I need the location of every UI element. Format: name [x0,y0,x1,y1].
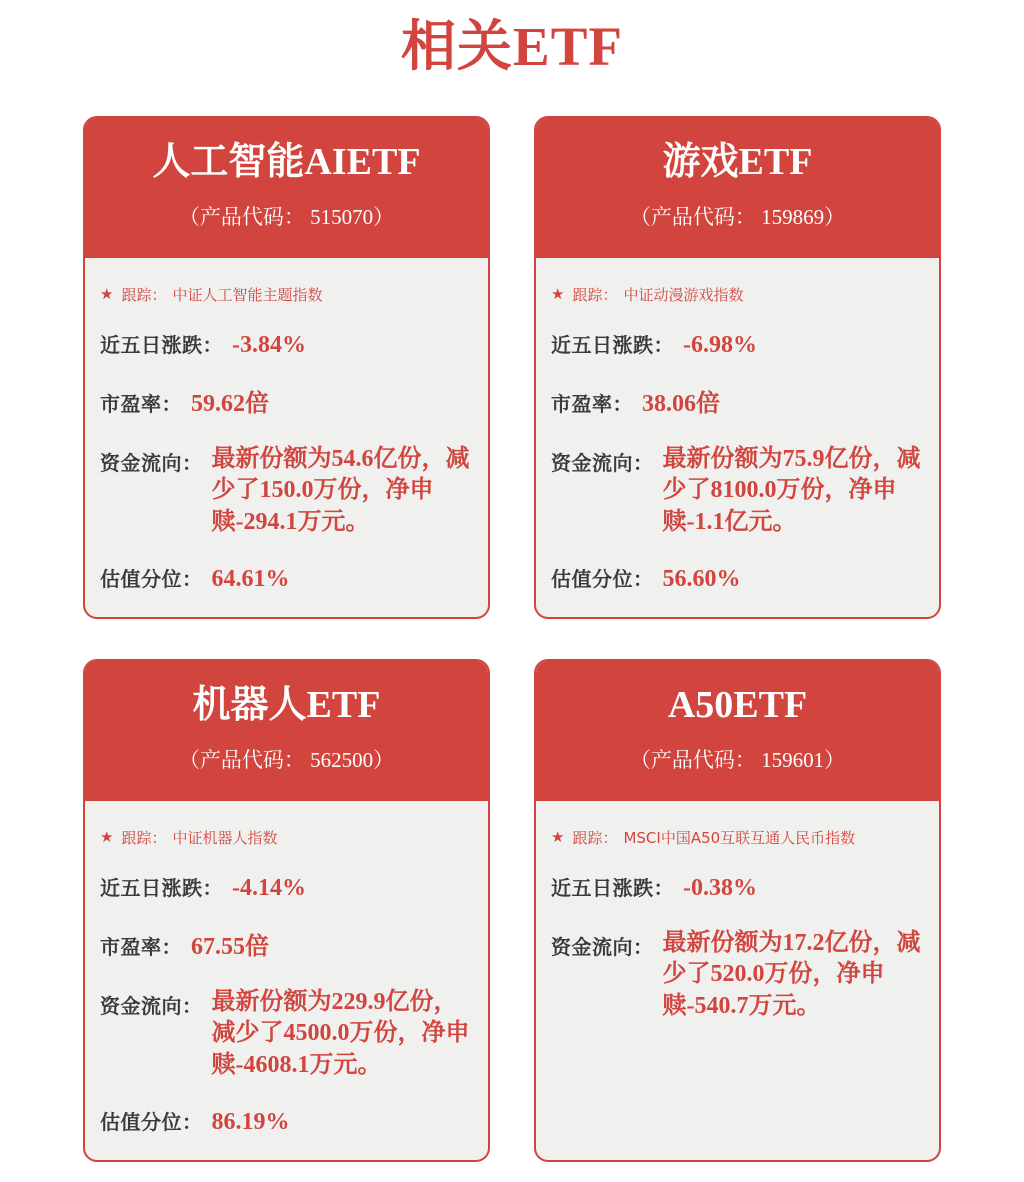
track-index-name: MSCI中国A50互联互通人民币指数 [623,828,856,847]
five-day-value: -6.98% [683,331,757,358]
valuation-row [551,563,923,593]
valuation-value: 64.61% [211,565,290,592]
five-day-value: -3.84% [232,331,306,358]
track-label: 跟踪： [121,285,167,304]
card-header [536,661,939,801]
track-row [551,827,923,848]
pe-label: 市盈率： [551,391,633,416]
fund-flow-value: 最新份额为17.2亿份，减少了520.0万份，净申赎-540.7万元。 [662,929,921,1019]
etf-card-grid [83,116,941,1162]
track-row [551,284,923,305]
fund-flow-row [551,444,923,539]
etf-product-code: （产品代码： 515070） [178,204,395,229]
card-header [85,118,488,258]
fund-flow-label: 资金流向： [100,450,203,475]
etf-product-code: （产品代码： 562500） [178,747,395,772]
fund-flow-label: 资金流向： [551,450,654,475]
star-icon: ★ [551,827,565,846]
pe-row [100,926,472,961]
fund-flow-row [100,987,472,1082]
pe-row [100,383,472,418]
star-icon: ★ [100,827,114,846]
card-body [536,258,939,617]
etf-product-code: （产品代码： 159601） [629,747,846,772]
fund-flow-row [551,928,923,1023]
card-header [536,118,939,258]
fund-flow-value: 最新份额为75.9亿份，减少了8100.0万份，净申赎-1.1亿元。 [662,445,921,536]
track-label: 跟踪： [572,285,618,304]
pe-row [551,383,923,418]
track-label: 跟踪： [572,828,618,847]
pe-label: 市盈率： [100,934,182,959]
etf-name: 人工智能AIETF [152,141,421,183]
five-day-row [100,872,472,902]
valuation-row [100,1106,472,1136]
page-title: 相关ETF [401,16,623,77]
fund-flow-value: 最新份额为54.6亿份，减少了150.0万份，净申赎-294.1万元。 [211,445,470,536]
pe-label: 市盈率： [100,391,182,416]
fund-flow-label: 资金流向： [100,993,203,1018]
valuation-label: 估值分位： [100,566,203,591]
etf-card-robot [83,659,490,1162]
etf-card-a50 [534,659,941,1162]
five-day-label: 近五日涨跌： [100,875,223,900]
five-day-value: -0.38% [683,874,757,901]
pe-value: 59.62倍 [191,390,269,417]
card-body [85,801,488,1160]
valuation-label: 估值分位： [100,1109,203,1134]
valuation-label: 估值分位： [551,566,654,591]
five-day-label: 近五日涨跌： [100,332,223,357]
star-icon: ★ [100,284,114,303]
card-body [536,801,939,1160]
etf-name: 机器人ETF [192,683,381,726]
card-body [85,258,488,617]
five-day-label: 近五日涨跌： [551,875,674,900]
track-index-name: 中证机器人指数 [172,828,278,847]
track-index-name: 中证人工智能主题指数 [172,285,323,304]
track-index-name: 中证动漫游戏指数 [623,285,744,304]
five-day-row [551,872,923,902]
fund-flow-value: 最新份额为229.9亿份，减少了4500.0万份，净申赎-4608.1万元。 [211,988,470,1078]
five-day-row [551,329,923,359]
etf-name: 游戏ETF [662,141,813,183]
fund-flow-row [100,444,472,539]
etf-name: A50ETF [667,683,808,726]
five-day-row [100,329,472,359]
pe-value: 67.55倍 [191,933,269,960]
etf-card-ai [83,116,490,619]
five-day-value: -4.14% [232,874,306,901]
fund-flow-label: 资金流向： [551,934,654,959]
track-row [100,284,472,305]
valuation-value: 86.19% [211,1108,290,1135]
track-row [100,827,472,848]
track-label: 跟踪： [121,828,167,847]
five-day-label: 近五日涨跌： [551,332,674,357]
etf-card-game [534,116,941,619]
valuation-value: 56.60% [662,565,741,592]
card-header [85,661,488,801]
star-icon: ★ [551,284,565,303]
pe-value: 38.06倍 [642,390,720,417]
etf-product-code: （产品代码： 159869） [629,204,846,229]
valuation-row [100,563,472,593]
